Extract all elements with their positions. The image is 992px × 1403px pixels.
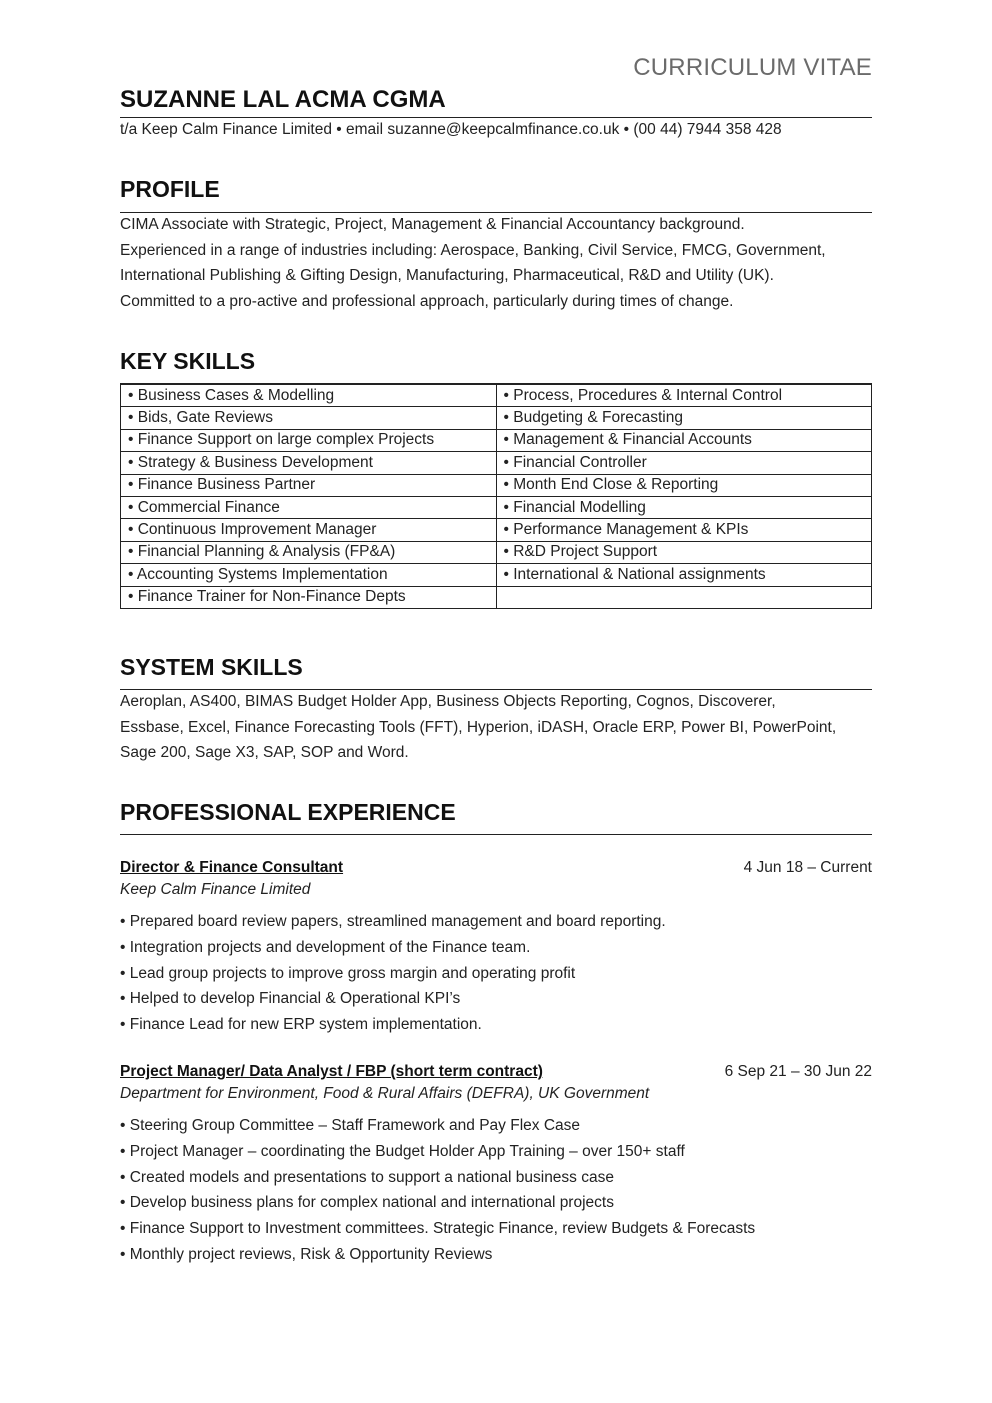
skill-cell: • Financial Planning & Analysis (FP&A) (121, 541, 497, 563)
skill-cell: • R&D Project Support (496, 541, 872, 563)
system-skills-line: Essbase, Excel, Finance Forecasting Tools (FFT), Hyperion, iDASH, Oracle ERP, Power BI, PowerPoint, (120, 718, 837, 736)
skill-cell: • Commercial Finance (121, 496, 497, 518)
table-row (121, 541, 872, 563)
skill-cell: • Month End Close & Reporting (496, 474, 872, 496)
document-type-heading: CURRICULUM VITAE (633, 54, 872, 81)
profile-heading: PROFILE (120, 176, 220, 202)
list-item: • Steering Group Committee – Staff Framework and Pay Flex Case (120, 1117, 580, 1134)
skill-cell-empty (496, 586, 872, 608)
skill-cell: • Budgeting & Forecasting (496, 407, 872, 429)
skill-cell: • Financial Controller (496, 452, 872, 474)
skill-cell: • Finance Business Partner (121, 474, 497, 496)
skill-cell: • International & National assignments (496, 564, 872, 586)
system-skills-text (120, 689, 880, 766)
table-row (121, 452, 872, 474)
table-row (121, 384, 872, 407)
skill-cell: • Business Cases & Modelling (121, 384, 497, 407)
skill-cell: • Management & Financial Accounts (496, 429, 872, 451)
profile-line: Experienced in a range of industries including: Aerospace, Banking, Civil Service, FMCG, Government, (120, 241, 826, 259)
list-item: • Prepared board review papers, streamlined management and board reporting. (120, 913, 666, 930)
name-divider (120, 117, 872, 118)
list-item: • Project Manager – coordinating the Budget Holder App Training – over 150+ staff (120, 1142, 685, 1160)
list-item: • Monthly project reviews, Risk & Opportunity Reviews (120, 1245, 493, 1263)
table-row (121, 429, 872, 451)
skill-cell: • Continuous Improvement Manager (121, 519, 497, 541)
table-row (121, 474, 872, 496)
candidate-name: SUZANNE LAL ACMA CGMA (120, 86, 446, 113)
skill-cell: • Accounting Systems Implementation (121, 564, 497, 586)
job-dates: 6 Sep 21 – 30 Jun 22 (724, 1063, 872, 1080)
profile-line: CIMA Associate with Strategic, Project, Management & Financial Accountancy background. (120, 216, 745, 233)
list-item: • Develop business plans for complex national and international projects (120, 1194, 614, 1212)
profile-line: International Publishing & Gifting Design, Manufacturing, Pharmaceutical, R&D and Utility (UK). (120, 267, 774, 284)
job-title: Director & Finance Consultant (120, 859, 344, 876)
system-skills-line: Sage 200, Sage X3, SAP, SOP and Word. (120, 744, 409, 761)
job-bullet-list (120, 1113, 755, 1268)
list-item: • Helped to develop Financial & Operational KPI’s (120, 990, 461, 1008)
profile-line: Committed to a pro-active and professional approach, particularly during times of change. (120, 292, 734, 310)
list-item: • Finance Lead for new ERP system implementation. (120, 1016, 482, 1034)
list-item: • Integration projects and development of the Finance team. (120, 938, 531, 956)
job-title: Project Manager/ Data Analyst / FBP (short term contract) (120, 1063, 543, 1080)
list-item: • Finance Support to Investment committees. Strategic Finance, review Budgets & Forecasts (120, 1220, 756, 1238)
job-dates: 4 Jun 18 – Current (743, 859, 872, 876)
skill-cell: • Finance Trainer for Non-Finance Depts (121, 586, 497, 608)
skill-cell: • Financial Modelling (496, 496, 872, 518)
experience-heading: PROFESSIONAL EXPERIENCE (120, 799, 456, 825)
table-row (121, 519, 872, 541)
skill-cell: • Performance Management & KPIs (496, 519, 872, 541)
system-skills-line: Aeroplan, AS400, BIMAS Budget Holder App, Business Objects Reporting, Cognos, Discoverer, (120, 693, 776, 710)
job-organisation: Keep Calm Finance Limited (120, 881, 311, 898)
skill-cell: • Finance Support on large complex Projects (121, 429, 497, 451)
table-row (121, 407, 872, 429)
skill-cell: • Strategy & Business Development (121, 452, 497, 474)
table-row (121, 586, 872, 608)
job-organisation: Department for Environment, Food & Rural Affairs (DEFRA), UK Government (120, 1085, 650, 1102)
contact-line: t/a Keep Calm Finance Limited • email suzanne@keepcalmfinance.co.uk • (00 44) 7944 358 428 (120, 121, 782, 138)
list-item: • Lead group projects to improve gross margin and operating profit (120, 964, 576, 982)
table-row (121, 564, 872, 586)
list-item: • Created models and presentations to support a national business case (120, 1168, 614, 1186)
skill-cell: • Process, Procedures & Internal Control (496, 384, 872, 407)
skill-cell: • Bids, Gate Reviews (121, 407, 497, 429)
experience-divider (120, 834, 872, 835)
system-skills-heading: SYSTEM SKILLS (120, 654, 303, 680)
job-bullet-list (120, 909, 666, 1038)
profile-text (120, 212, 880, 314)
key-skills-table (120, 383, 872, 609)
table-row (121, 496, 872, 518)
key-skills-heading: KEY SKILLS (120, 348, 256, 374)
